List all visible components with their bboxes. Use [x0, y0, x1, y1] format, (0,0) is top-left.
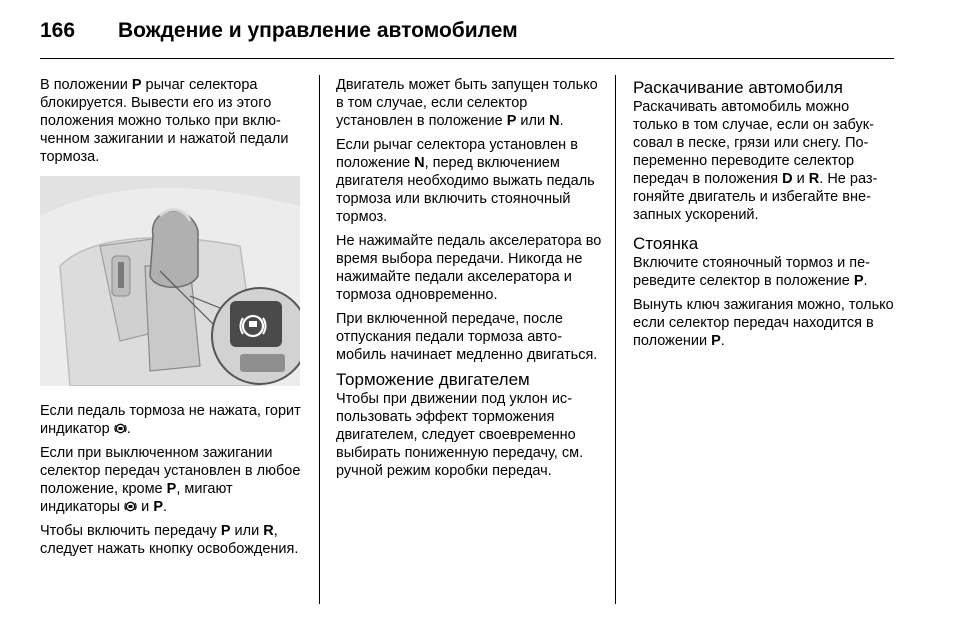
- paragraph-key-removal: Вынуть ключ зажигания можно, только если селектор передач находится в положении P.: [633, 297, 894, 349]
- gear-selector-figure: [40, 176, 300, 386]
- paragraph-neutral-start: Если рычаг селектора установлен в положение N, перед включением двигателя необходимо выжать педаль тормоза или включить стояночный тормоз.: [336, 137, 595, 225]
- paragraph-no-accelerator: Не нажимайте педаль акселератора во время выбора передачи. Никогда не нажимайте педали акселератора и тормоза одновременно.: [336, 233, 602, 303]
- paragraph-ignition-off: Если при выключенном зажигании селектор передач установлен в любое положение, кроме P, мигают индикаторы и P.: [40, 445, 301, 515]
- paragraph-brake-indicator: Если педаль тормоза не нажата, горит индикатор .: [40, 403, 301, 437]
- paragraph-engine-braking: Чтобы при движении под уклон использовать эффект торможения двигателем, следует своевременно выбирать пониженную передачу, см. ручной режим коробки передач.: [336, 391, 584, 479]
- column-divider-1: [319, 75, 320, 604]
- foot-brake-indicator-icon: [124, 500, 137, 513]
- heading-parking: Стоянка: [633, 234, 699, 253]
- column-divider-2: [615, 75, 616, 604]
- heading-engine-braking: Торможение двигателем: [336, 370, 530, 389]
- heading-rocking: Раскачивание автомобиля: [633, 78, 843, 97]
- paragraph-parking-brake: Включите стояночный тормоз и переведите селектор в положение P.: [633, 255, 870, 289]
- foot-brake-indicator-icon: [114, 422, 127, 435]
- paragraph-release-button: Чтобы включить передачу P или R, следует нажать кнопку освобождения.: [40, 523, 299, 557]
- page-number: 166: [40, 19, 76, 42]
- paragraph-creep: При включенной передаче, после отпускания педали тормоза автомобиль начинает медленно двигаться.: [336, 311, 598, 363]
- column-3: [633, 76, 897, 356]
- paragraph-rocking: Раскачивать автомобиль можно только в том случае, если он забуксовал в песке, грязи или снегу. Попеременно переводите селектор передач в положения D и R. Не разгоняйте двигатель и избегайте внезапных ускорений.: [633, 99, 878, 223]
- column-1: [40, 76, 306, 564]
- paragraph-selector-lock: В положении P рычаг селектора блокируется. Вывести его из этого положения можно только при включенном зажигании и нажатой педали тормоза.: [40, 77, 289, 165]
- gear-selector-illustration: [40, 176, 300, 386]
- header-rule: [40, 58, 894, 59]
- column-2: [336, 76, 602, 486]
- chapter-title: Вождение и управление автомобилем: [118, 19, 518, 42]
- paragraph-engine-start: Двигатель может быть запущен только в том случае, если селектор установлен в положение P или N.: [336, 77, 598, 129]
